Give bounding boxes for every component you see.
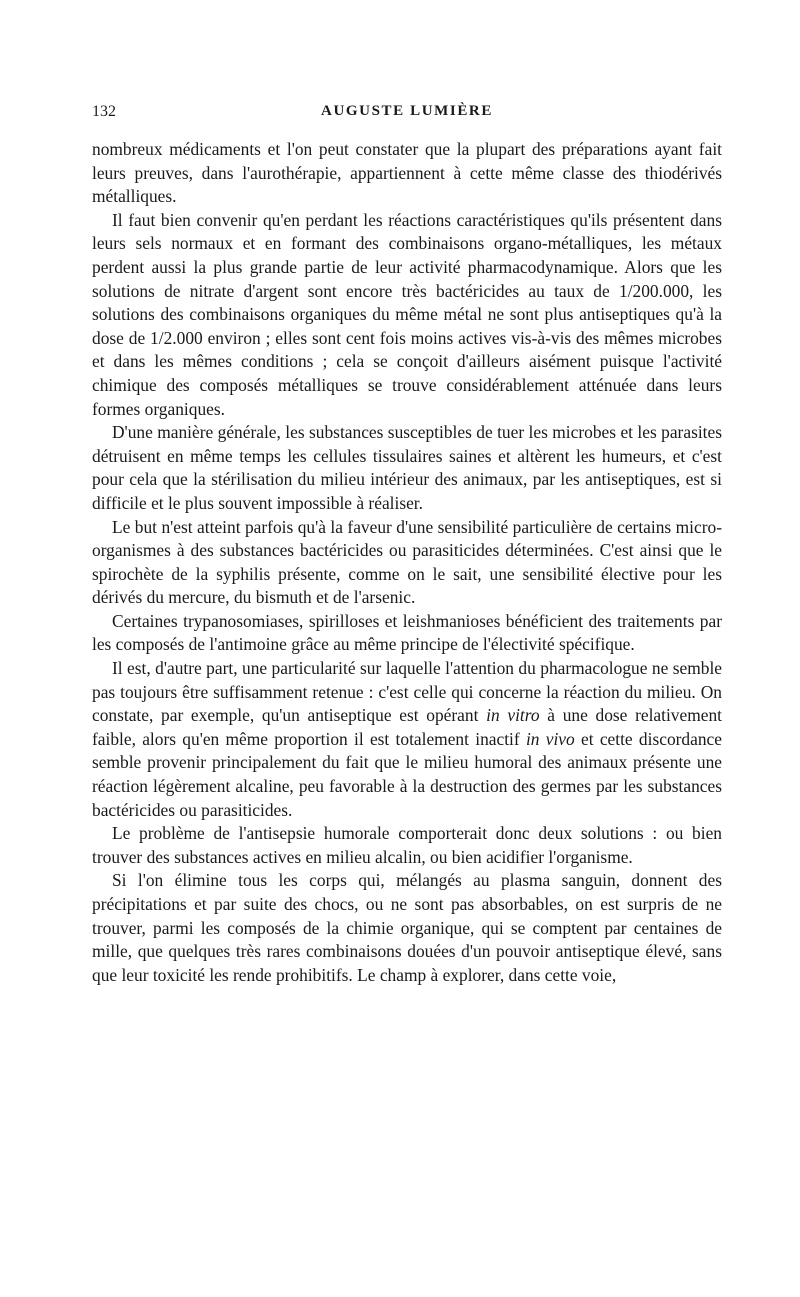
text-run: nombreux médicaments et l'on peut constater que la plupart des préparations ayant fait leurs preuves, dans l'aurothérapie, appartiennent à cette même classe des thiodérivés métalliques. <box>92 139 722 207</box>
page-number: 132 <box>92 103 116 120</box>
text-run: Certaines trypanosomiases, spirilloses et leishmanioses bénéficient des traitements par les composés de l'antimoine grâce au même principe de l'électivité spécifique. <box>92 610 722 655</box>
text-run: D'une manière générale, les substances susceptibles de tuer les microbes et les parasites détruisent en même temps les cellules tissulaires saines et altèrent les humeurs, et c'est pour cela que la stérilisation du milieu intérieur des animaux, par les antiseptiques, est si difficile et le plus souvent impossible à réaliser. <box>92 422 722 513</box>
text-run: Le problème de l'antisepsie humorale comporterait donc deux solutions : ou bien trouver des substances actives en milieu alcalin, ou bien acidifier l'organisme. <box>92 823 722 867</box>
paragraph <box>92 869 722 987</box>
book-page <box>92 100 722 987</box>
page-header <box>92 100 722 124</box>
italic-text: in vivo <box>525 728 575 749</box>
text-run: à une dose relativement faible, alors qu'en même proportion il est totalement inactif <box>92 705 722 749</box>
text-run: et cette discordance semble provenir principalement du fait que le milieu humoral des animaux présente une réaction légèrement alcaline, peu favorable à la destruction des germes par les substances bactéricides ou parasiticides. <box>92 728 722 820</box>
italic-text: in vitro <box>486 705 540 726</box>
text-run: Il faut bien convenir qu'en perdant les réactions caractéristiques qu'ils présentent dans leurs sels normaux et en formant des combinaisons organo-métalliques, les métaux perdent aussi la plus grande partie de leur activité pharmacodynamique. Alors que les solutions de nitrate d'argent sont encore très bactéricides au taux de 1/200.000, les solutions des combinaisons organiques du même métal ne sont plus antiseptiques qu'à la dose de 1/2.000 environ ; elles sont cent fois moins actives vis-à-vis des mêmes microbes et dans les mêmes conditions ; cela se conçoit d'ailleurs aisément puisque l'activité chimique des composés métalliques se trouve considérablement atténuée dans leurs formes organiques. <box>92 209 722 419</box>
paragraph <box>92 657 722 822</box>
text-run: Si l'on élimine tous les corps qui, mélangés au plasma sanguin, donnent des précipitations et par suite des chocs, ou ne sont pas absorbables, on est surpris de ne trouver, parmi les composés de la chimie organique, qui se comptent par centaines de mille, que quelques très rares combinaisons douées d'un pouvoir antiseptique élevé, sans que leur toxicité les rende prohibitifs. Le champ à explorer, dans cette voie, <box>92 870 722 985</box>
paragraph <box>92 516 722 610</box>
paragraph <box>92 610 722 657</box>
body-text <box>92 138 722 987</box>
running-title: AUGUSTE LUMIÈRE <box>321 103 493 119</box>
paragraph <box>92 421 722 515</box>
text-run: Le but n'est atteint parfois qu'à la faveur d'une sensibilité particulière de certains micro-organismes à des substances bactéricides ou parasiticides déterminées. C'est ainsi que le spirochète de la syphilis présente, comme on le sait, une sensibilité élective pour les dérivés du mercure, du bismuth et de l'arsenic. <box>92 516 722 608</box>
paragraph <box>92 822 722 869</box>
text-run: Il est, d'autre part, une particularité sur laquelle l'attention du pharmacologue ne semble pas toujours être suffisamment retenue : c'est celle qui concerne la réaction du milieu. On constate, par exemple, qu'un antiseptique est opérant <box>92 658 722 726</box>
paragraph <box>92 209 722 421</box>
paragraph <box>92 138 722 209</box>
